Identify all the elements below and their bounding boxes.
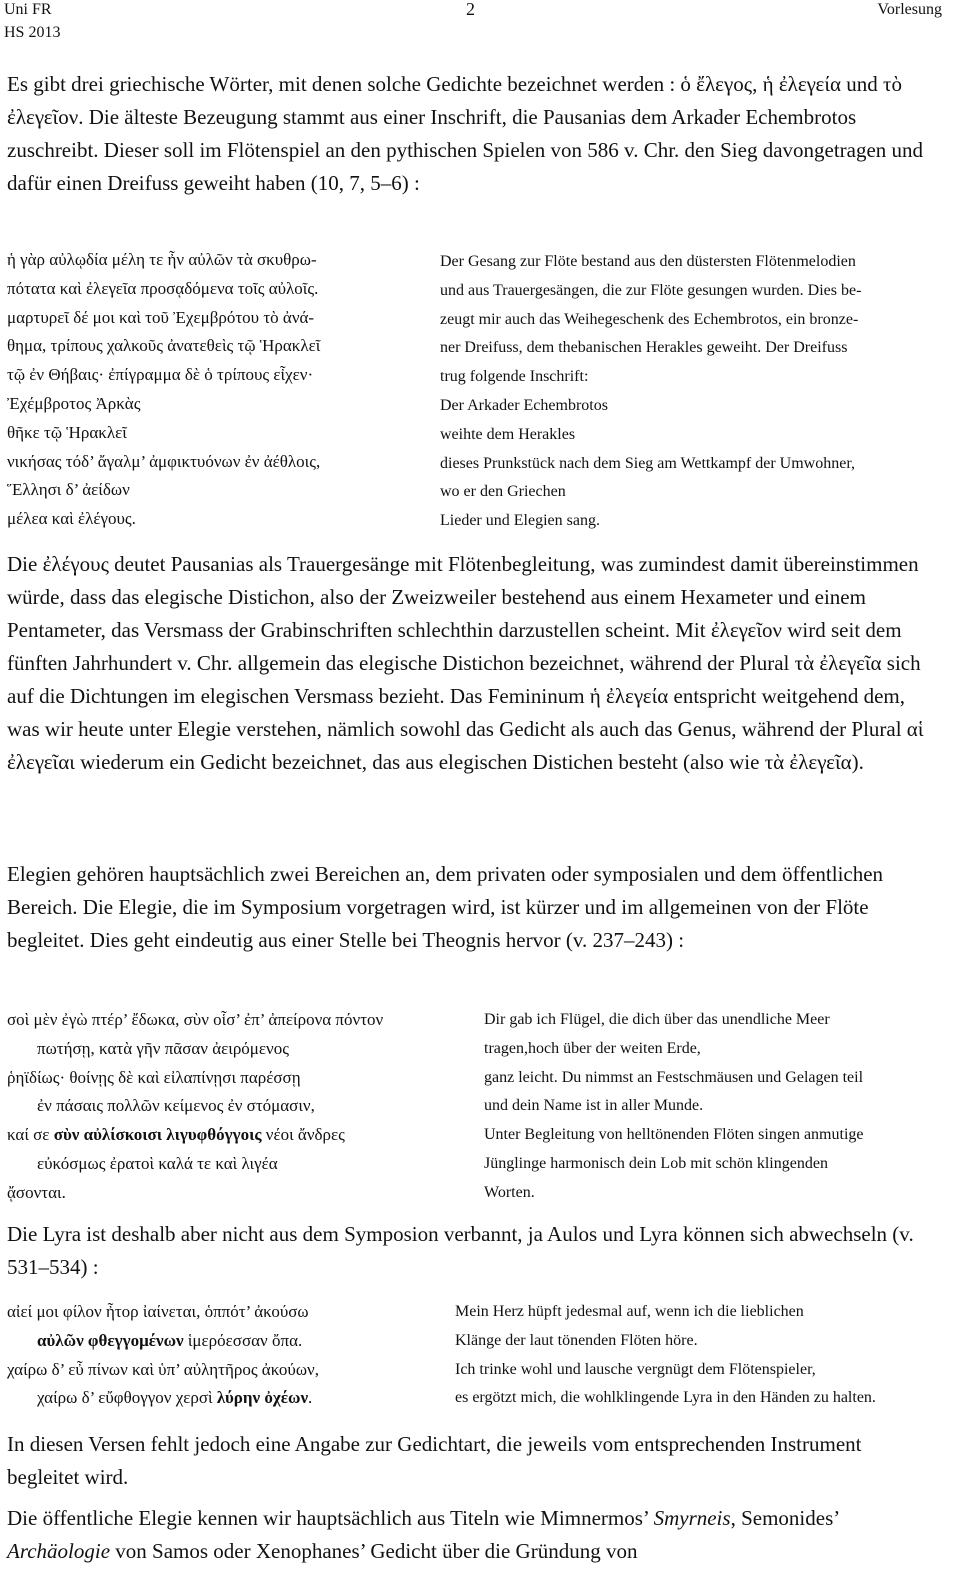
- greek-verse-line: πότατα καὶ ἐλεγεῖα προσᾳδόμενα τοῖς αὐλοῖς.: [7, 278, 319, 298]
- translation-line: trug folgende Inschrift:: [440, 368, 589, 386]
- terminology-paragraph: Die ἐλέγους deutet Pausanias als Trauergesänge mit Flötenbegleitung, was zumindest damit übereinstimmen würde, dass das elegische Distichon, also der Zweizweiler bestehend aus einem Hexameter und einem Pentameter, das Versmass der Grabinschriften schlechthin darzustellen scheint. Mit ἐλεγεῖον wird seit dem fünften Jahrhundert v. Chr. allgemein das elegische Distichon bezeichnet, während der Plural τὰ ἐλεγεῖα sich auf die Dichtungen im elegischen Versmass bezieht. Das Femininum ἡ ἐλεγεία entspricht weitgehend dem, was wir heute unter Elegie verstehen, nämlich sowohl das Gedicht als auch das Genus, während der Plural αἱ ἐλεγεῖαι wiederum ein Gedicht bezeichnet, das aus elegischen Distichen besteht (also wie τὰ ἐλεγεῖα).: [7, 552, 924, 774]
- translation-line: zeugt mir auch das Weihegeschenk des Echembrotos, ein bronze-: [440, 310, 859, 328]
- text-run: Die öffentliche Elegie kennen wir hauptsächlich aus Titeln wie Mimnermos’: [7, 1506, 654, 1530]
- genre-note-paragraph: In diesen Versen fehlt jedoch eine Angabe zur Gedichtart, die jeweils vom entsprechenden Instrument begleitet wird.: [7, 1432, 862, 1489]
- translation-line: es ergötzt mich, die wohlklingende Lyra in den Händen zu halten.: [455, 1389, 876, 1407]
- emphasized-phrase: σὺν αὐλίσκοισι λιγυφθόγγοις: [53, 1125, 262, 1145]
- translation-line: Mein Herz hüpft jedesmal auf, wenn ich die lieblichen: [455, 1303, 804, 1320]
- text-run: von Samos oder Xenophanes’ Gedicht über die Gründung von: [110, 1539, 638, 1563]
- greek-verse-line: εὐκόσμως ἐρατοὶ καλά τε καὶ λιγέα: [37, 1153, 278, 1173]
- greek-verse-line: νικήσας τόδ’ ἄγαλμ’ ἀμφικτυόνων ἐν ἀέθλοις,: [7, 451, 321, 471]
- public-elegy-paragraph: [7, 1502, 932, 1568]
- greek-verse-line: ἡ γὰρ αὐλῳδία μέλη τε ἦν αὐλῶν τὰ σκυθρω-: [7, 250, 317, 269]
- translation-line: dieses Prunkstück nach dem Sieg am Wettkampf der Umwohner,: [440, 454, 856, 472]
- emphasized-phrase: αὐλῶν φθεγγομένων: [37, 1330, 184, 1350]
- greek-verse-line: τῷ ἐν Θήβαις· ἐπίγραμμα δὲ ὁ τρίπους εἶχεν·: [7, 365, 314, 385]
- lyra-translation: [455, 1298, 876, 1413]
- translation-line: Dir gab ich Flügel, die dich über das unendliche Meer: [484, 1011, 830, 1028]
- verse-text: νέοι ἄνδρες: [261, 1125, 345, 1145]
- verse-text: χαίρω δ’ εὔφθογγον χερσὶ: [37, 1388, 217, 1408]
- university-label: Uni FR: [4, 1, 52, 18]
- greek-verse-line: θημα, τρίπους χαλκοῦς ἀνατεθεὶς τῷ Ἡρακλεῖ: [7, 336, 321, 356]
- greek-verse-line: ῥηϊδίως· θοίνῃς δὲ καὶ εἰλαπίνῃσι παρέσσῃ: [7, 1067, 301, 1087]
- course-info: [4, 0, 60, 42]
- translation-line: und aus Trauergesängen, die zur Flöte gesungen wurden. Dies be-: [440, 281, 862, 299]
- greek-verse-line: [7, 1384, 319, 1413]
- verse-text: καί σε: [7, 1125, 54, 1145]
- page-number: 2: [466, 0, 475, 19]
- greek-verse-line: Ἐχέμβροτος Ἀρκὰς: [7, 393, 141, 413]
- translation-line: Lieder und Elegien sang.: [440, 512, 600, 530]
- verse-text: .: [308, 1388, 313, 1408]
- greek-verse-line: ᾄσονται.: [7, 1182, 66, 1202]
- translation-line: und dein Name ist in aller Munde.: [484, 1097, 704, 1115]
- translation-line: weihte dem Herakles: [440, 425, 576, 443]
- intro-paragraph: Es gibt drei griechische Wörter, mit denen solche Gedichte bezeichnet werden : ὁ ἔλεγος, ἡ ἐλεγεία und τὸ ἐλεγεῖον. Die älteste Bezeugung stammt aus einer Inschrift, die Pausanias dem Arkader Echembrotos zuschreibt. Dieser soll im Flötenspiel an den pythischen Spielen von 586 v. Chr. den Sieg davongetragen und dafür einen Dreifuss geweiht haben (10, 7, 5–6) :: [7, 72, 924, 195]
- greek-verse-line: θῆκε τῷ Ἡρακλεῖ: [7, 422, 127, 442]
- semester-label: HS 2013: [4, 24, 61, 41]
- work-title: Smyrneis: [653, 1506, 731, 1530]
- lyra-greek-quote: [7, 1298, 319, 1413]
- translation-line: Worten.: [484, 1183, 535, 1201]
- greek-verse-line: Ἕλλησι δ’ ἀείδων: [7, 480, 130, 500]
- translation-line: ner Dreifuss, dem thebanischen Herakles geweiht. Der Dreifuss: [440, 339, 848, 357]
- verse-text: ἱμερόεσσαν ὄπα.: [183, 1330, 303, 1350]
- translation-line: Klänge der laut tönenden Flöten höre.: [455, 1331, 698, 1349]
- theognis-translation: [484, 1006, 863, 1208]
- greek-verse-line: [7, 1121, 383, 1150]
- translation-line: Ich trinke wohl und lausche vergnügt dem Flötenspieler,: [455, 1360, 816, 1378]
- symposium-paragraph: Elegien gehören hauptsächlich zwei Bereichen an, dem privaten oder symposialen und dem öffentlichen Bereich. Die Elegie, die im Symposium vorgetragen wird, ist kürzer und im allgemeinen von der Flöte begleitet. Dies geht eindeutig aus einer Stelle bei Theognis hervor (v. 237–243) :: [7, 862, 884, 952]
- greek-verse-line: πωτήσῃ, κατὰ γῆν πᾶσαν ἀειρόμενος: [37, 1038, 289, 1058]
- text-run: , Semonides’: [730, 1506, 839, 1530]
- pausanias-greek-quote: [7, 246, 320, 534]
- greek-verse-line: χαίρω δ’ εὖ πίνων καὶ ὑπ’ αὐλητῆρος ἀκούων,: [7, 1359, 319, 1379]
- translation-line: Unter Begleitung von helltönenden Flöten singen anmutige: [484, 1126, 864, 1144]
- translation-line: tragen,hoch über der weiten Erde,: [484, 1039, 701, 1057]
- greek-verse-line: μαρτυρεῖ δέ μοι καὶ τοῦ Ἐχεμβρότου τὸ ἀνά-: [7, 307, 315, 327]
- theognis-greek-quote: [7, 1006, 383, 1208]
- translation-line: wo er den Griechen: [440, 483, 566, 501]
- greek-verse-line: μέλεα καὶ ἐλέγους.: [7, 509, 136, 529]
- translation-line: Der Gesang zur Flöte bestand aus den düstersten Flötenmelodien: [440, 253, 856, 270]
- translation-line: ganz leicht. Du nimmst an Festschmäusen und Gelagen teil: [484, 1068, 864, 1086]
- greek-verse-line: ἐν πάσαις πολλῶν κείμενος ἐν στόμασιν,: [37, 1096, 315, 1116]
- greek-verse-line: σοὶ μὲν ἐγὼ πτέρ’ ἔδωκα, σὺν οἷσ’ ἐπ’ ἀπείρονα πόντον: [7, 1010, 384, 1029]
- translation-line: Der Arkader Echembrotos: [440, 396, 608, 414]
- greek-verse-line: [7, 1327, 319, 1356]
- pausanias-translation: [440, 248, 861, 536]
- work-title: Archäologie: [7, 1539, 111, 1563]
- document-type-label: Vorlesung: [877, 1, 942, 18]
- greek-verse-line: αἰεί μοι φίλον ἦτορ ἰαίνεται, ὁππότ’ ἀκούσω: [7, 1302, 309, 1321]
- emphasized-phrase: λύρην ὀχέων: [216, 1388, 309, 1408]
- lyra-paragraph: Die Lyra ist deshalb aber nicht aus dem Symposion verbannt, ja Aulos und Lyra können sich abwechseln (v. 531–534) :: [7, 1222, 914, 1279]
- translation-line: Jünglinge harmonisch dein Lob mit schön klingenden: [484, 1154, 828, 1172]
